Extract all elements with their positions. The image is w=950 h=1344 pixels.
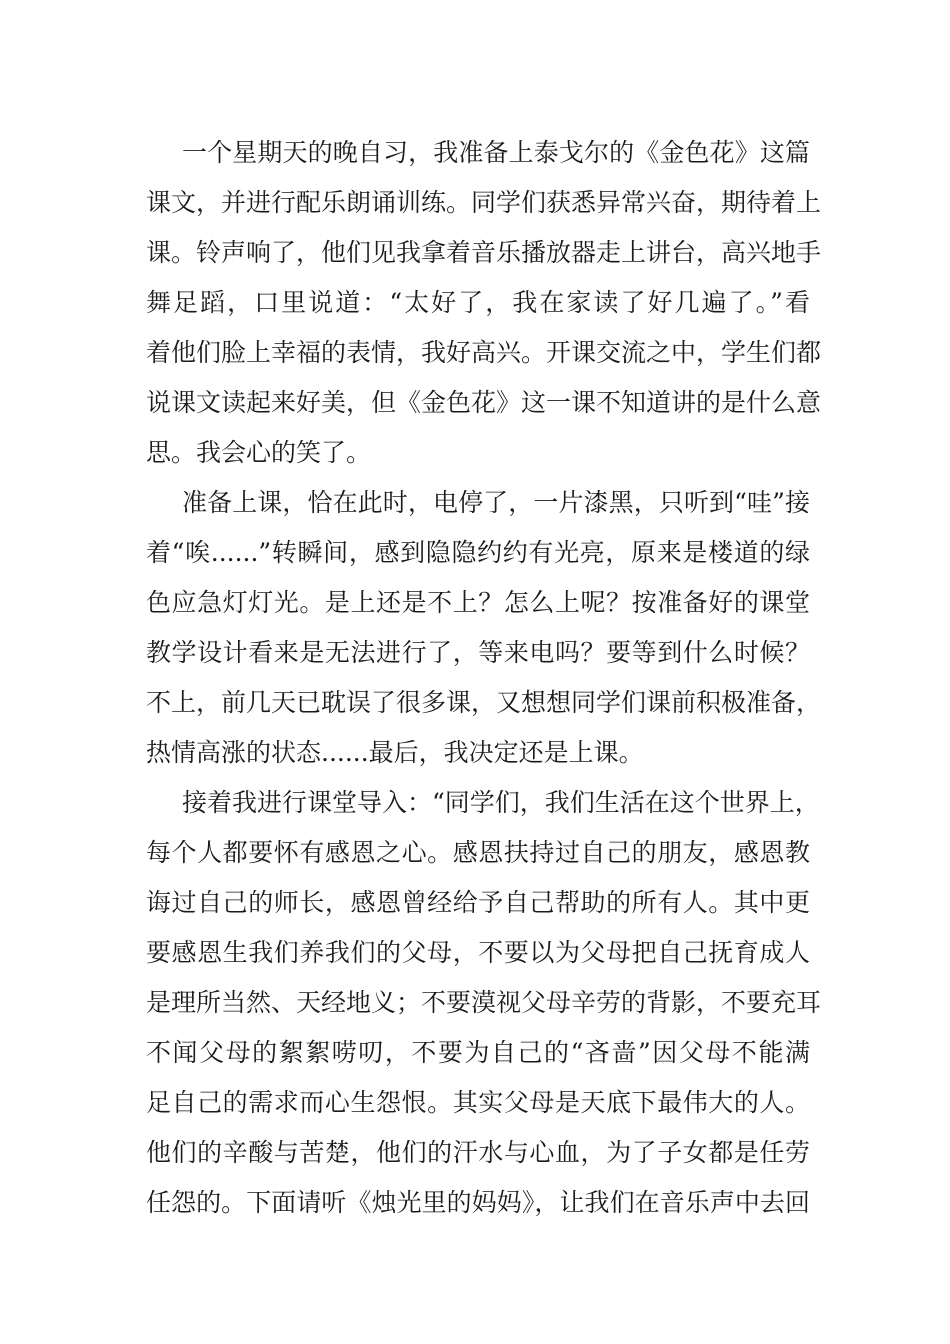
paragraph — [146, 128, 822, 478]
text-line: 要感恩生我们养我们的父母，不要以为父母把自己抚育成人 — [146, 938, 810, 967]
paragraph — [146, 478, 822, 778]
text-line: 足自己的需求而心生怨恨。其实父母是天底下最伟大的人。 — [146, 1088, 810, 1117]
text-line: 一个星期天的晚自习，我准备上泰戈尔的《金色花》这篇 — [182, 138, 810, 167]
text-line: 教学设计看来是无法进行了，等来电吗？要等到什么时候？ — [146, 638, 810, 667]
text-line: 舞足蹈，口里说道：“太好了，我在家读了好几遍了。”看 — [146, 288, 810, 317]
text-line: 着他们脸上幸福的表情，我好高兴。开课交流之中，学生们都 — [146, 338, 822, 367]
text-line: 接着我进行课堂导入：“同学们，我们生活在这个世界上， — [182, 788, 820, 817]
text-line: 不闻父母的絮絮唠叨，不要为自己的“吝啬”因父母不能满 — [146, 1038, 810, 1067]
text-line: 不上，前几天已耽误了很多课，又想想同学们课前积极准备， — [146, 688, 822, 717]
text-line: 说课文读起来好美，但《金色花》这一课不知道讲的是什么意 — [146, 388, 822, 417]
text-line: 每个人都要怀有感恩之心。感恩扶持过自己的朋友，感恩教 — [146, 838, 810, 867]
text-line: 准备上课，恰在此时，电停了，一片漆黑，只听到“哇”接 — [182, 488, 810, 517]
text-line: 课。铃声响了，他们见我拿着音乐播放器走上讲台，高兴地手 — [146, 238, 822, 267]
text-line: 思。我会心的笑了。 — [146, 438, 372, 467]
text-line: 任怨的。下面请听《烛光里的妈妈》，让我们在音乐声中去回 — [146, 1188, 810, 1217]
document-body — [146, 128, 822, 1228]
text-line: 他们的辛酸与苦楚，他们的汗水与心血，为了子女都是任劳 — [146, 1138, 810, 1167]
text-line: 热情高涨的状态......最后，我决定还是上课。 — [146, 738, 644, 767]
paragraph — [146, 778, 822, 1228]
text-line: 色应急灯灯光。是上还是不上？怎么上呢？按准备好的课堂 — [146, 588, 810, 617]
text-line: 课文，并进行配乐朗诵训练。同学们获悉异常兴奋，期待着上 — [146, 188, 822, 217]
text-line: 诲过自己的师长，感恩曾经给予自己帮助的所有人。其中更 — [146, 888, 810, 917]
text-line: 是理所当然、天经地义；不要漠视父母辛劳的背影，不要充耳 — [146, 988, 822, 1017]
text-line: 着“唉......”转瞬间，感到隐隐约约有光亮，原来是楼道的绿 — [146, 538, 810, 567]
